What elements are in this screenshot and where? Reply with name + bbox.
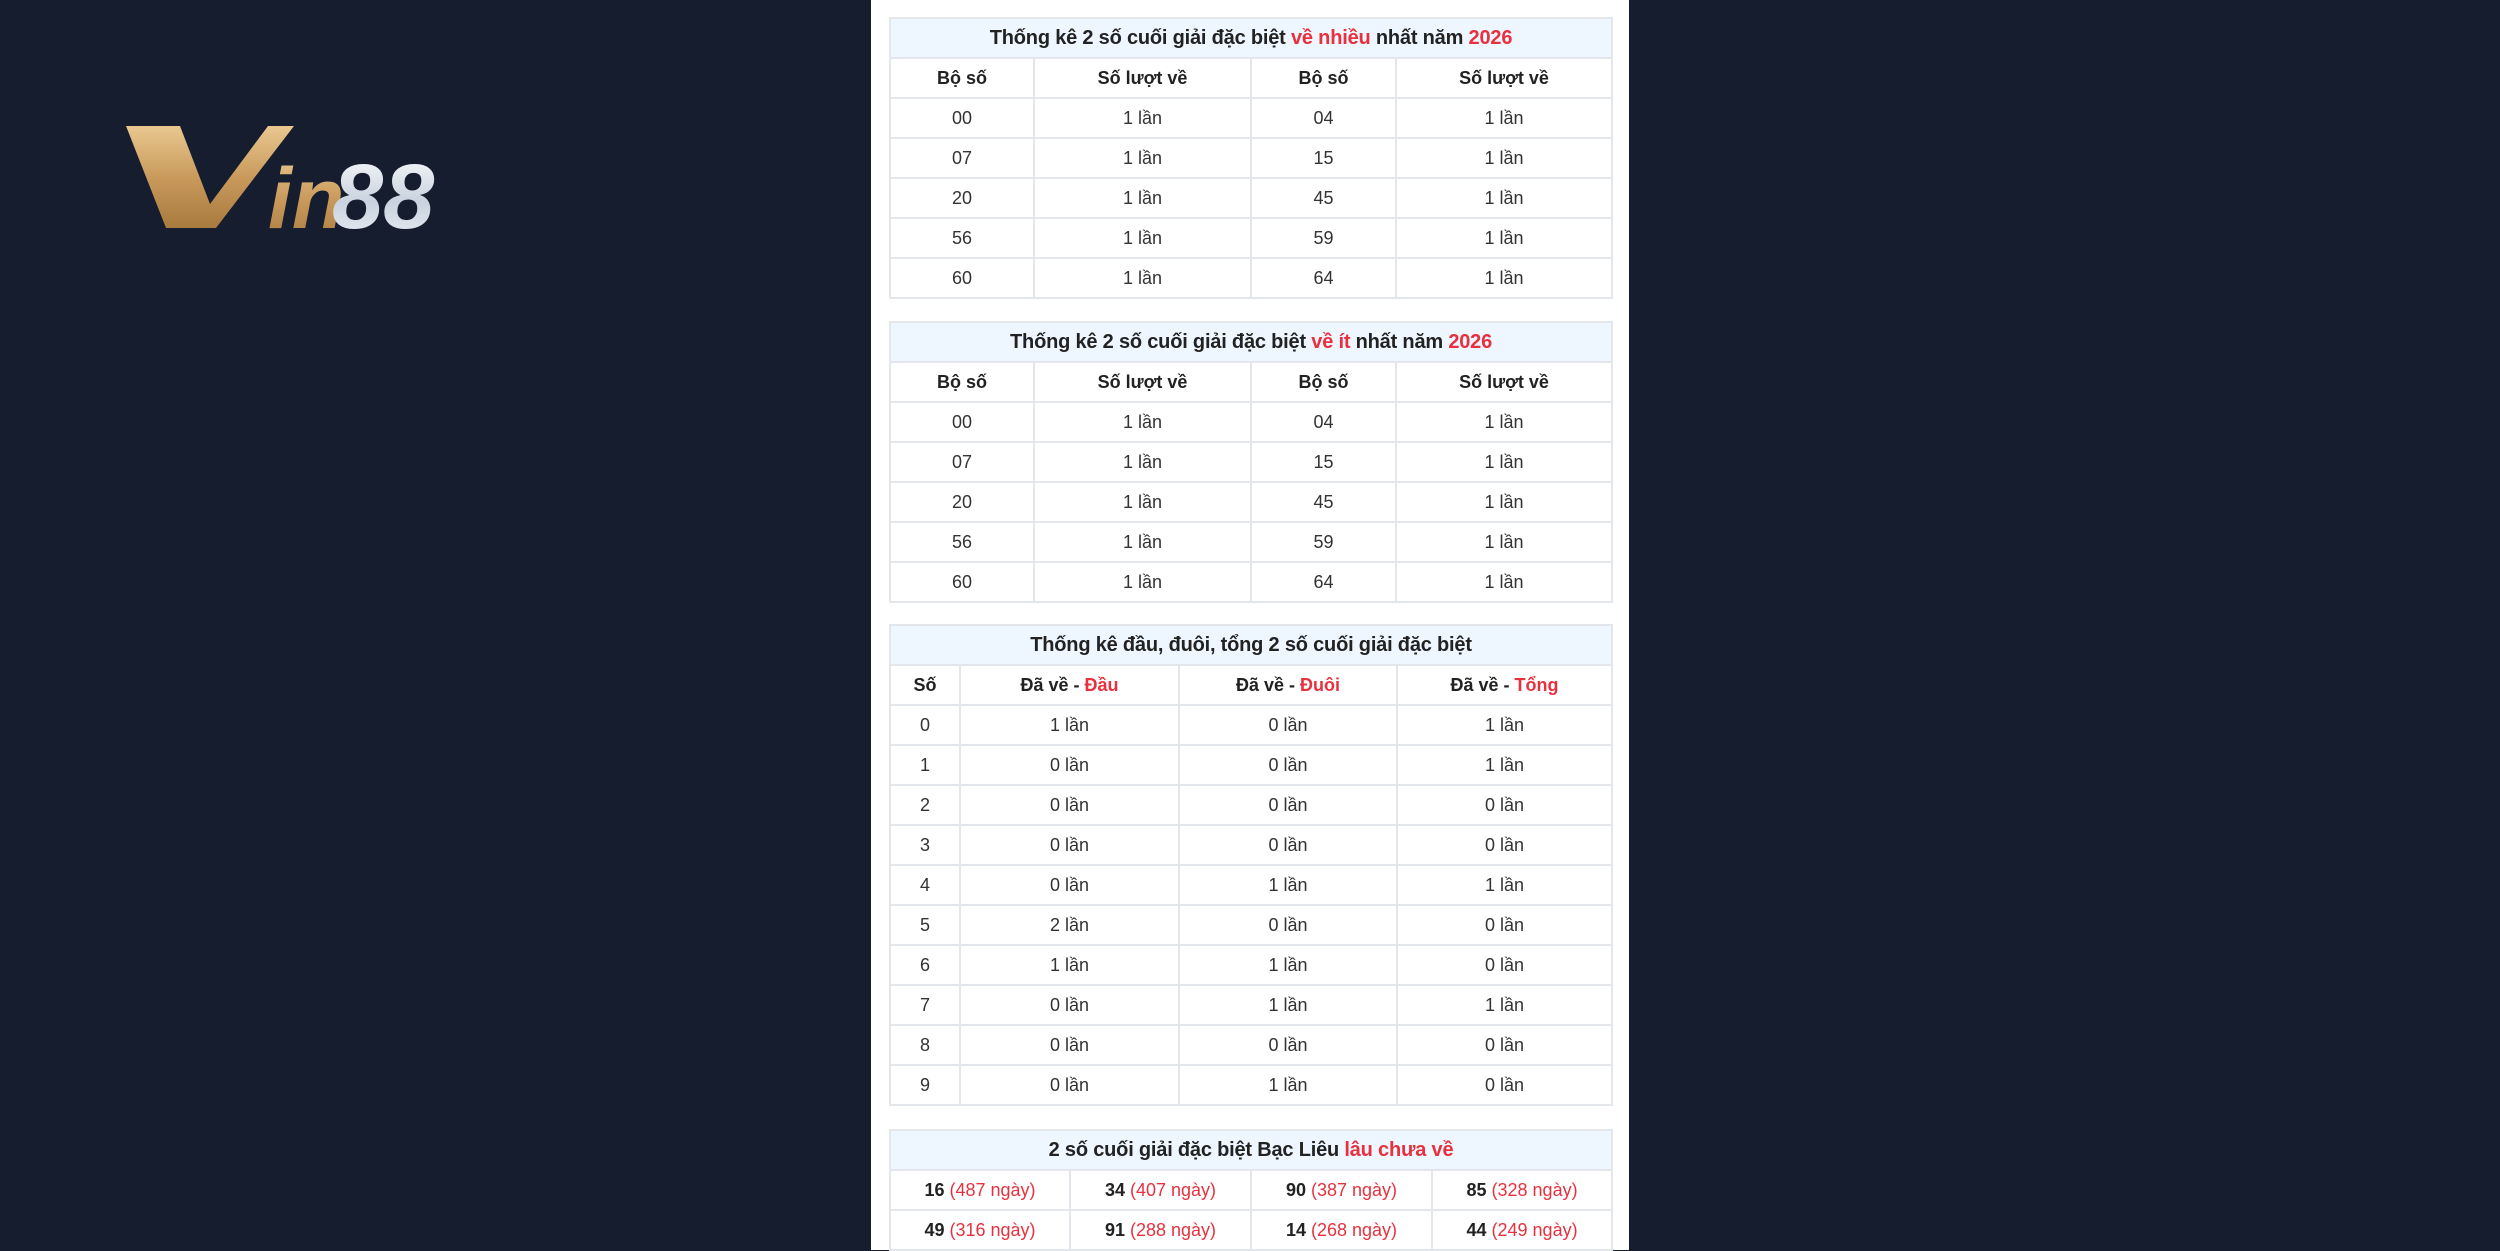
- table-row: [890, 402, 1612, 442]
- digit-cell: 0: [890, 705, 960, 745]
- head-count-cell: 1 lần: [960, 705, 1179, 745]
- number-cell: 15: [1251, 138, 1396, 178]
- number-cell: 07: [890, 138, 1034, 178]
- table-row: [890, 865, 1612, 905]
- absent-number-cell: 16 (487 ngày): [890, 1170, 1070, 1210]
- digit-cell: 9: [890, 1065, 960, 1105]
- sum-count-cell: 1 lần: [1397, 985, 1612, 1025]
- digit-cell: 1: [890, 745, 960, 785]
- column-header: Bộ số: [1251, 58, 1396, 98]
- table-row: [890, 218, 1612, 258]
- number-cell: 20: [890, 178, 1034, 218]
- most-frequent-table: [889, 17, 1613, 299]
- count-cell: 1 lần: [1396, 482, 1612, 522]
- number-cell: 45: [1251, 482, 1396, 522]
- number-cell: 04: [1251, 402, 1396, 442]
- table-row: [890, 745, 1612, 785]
- head-count-cell: 1 lần: [960, 945, 1179, 985]
- number-cell: 20: [890, 482, 1034, 522]
- head-count-cell: 0 lần: [960, 1065, 1179, 1105]
- table-row: [890, 138, 1612, 178]
- column-header: Bộ số: [1251, 362, 1396, 402]
- logo-text-88: 88: [332, 146, 435, 237]
- number-cell: 64: [1251, 258, 1396, 298]
- count-cell: 1 lần: [1396, 98, 1612, 138]
- absent-number-cell: 14 (268 ngày): [1251, 1210, 1432, 1250]
- sum-count-cell: 0 lần: [1397, 905, 1612, 945]
- sum-count-cell: 1 lần: [1397, 745, 1612, 785]
- count-cell: 1 lần: [1034, 482, 1251, 522]
- number-cell: 56: [890, 522, 1034, 562]
- count-cell: 1 lần: [1034, 402, 1251, 442]
- head-count-cell: 0 lần: [960, 785, 1179, 825]
- count-cell: 1 lần: [1396, 178, 1612, 218]
- tail-count-cell: 0 lần: [1179, 825, 1397, 865]
- digit-cell: 5: [890, 905, 960, 945]
- table-row: [890, 825, 1612, 865]
- column-header: Bộ số: [890, 362, 1034, 402]
- count-cell: 1 lần: [1396, 258, 1612, 298]
- table-title: Thống kê 2 số cuối giải đặc biệt về nhiều nhất năm 2026: [890, 18, 1612, 58]
- number-cell: 60: [890, 562, 1034, 602]
- table-row: [890, 705, 1612, 745]
- count-cell: 1 lần: [1396, 218, 1612, 258]
- digit-cell: 6: [890, 945, 960, 985]
- digit-cell: 2: [890, 785, 960, 825]
- table-row: [890, 1210, 1612, 1250]
- count-cell: 1 lần: [1034, 562, 1251, 602]
- number-cell: 00: [890, 98, 1034, 138]
- count-cell: 1 lần: [1034, 98, 1251, 138]
- number-cell: 60: [890, 258, 1034, 298]
- count-cell: 1 lần: [1396, 522, 1612, 562]
- number-cell: 15: [1251, 442, 1396, 482]
- count-cell: 1 lần: [1034, 258, 1251, 298]
- table-row: [890, 1025, 1612, 1065]
- count-cell: 1 lần: [1396, 442, 1612, 482]
- column-header: Bộ số: [890, 58, 1034, 98]
- column-header: Số lượt về: [1034, 58, 1251, 98]
- tail-count-cell: 1 lần: [1179, 865, 1397, 905]
- column-header-head: Đã về - Đầu: [960, 665, 1179, 705]
- head-count-cell: 0 lần: [960, 985, 1179, 1025]
- table-row: [890, 562, 1612, 602]
- column-header-tail: Đã về - Đuôi: [1179, 665, 1397, 705]
- long-absent-table: [889, 1129, 1613, 1251]
- table-header-row: [890, 58, 1612, 98]
- tail-count-cell: 1 lần: [1179, 1065, 1397, 1105]
- table-header-row: [890, 665, 1612, 705]
- table-title: Thống kê 2 số cuối giải đặc biệt về ít nhất năm 2026: [890, 322, 1612, 362]
- table-row: [890, 258, 1612, 298]
- sum-count-cell: 0 lần: [1397, 945, 1612, 985]
- absent-number-cell: 85 (328 ngày): [1432, 1170, 1612, 1210]
- content-panel: [871, 0, 1629, 1250]
- count-cell: 1 lần: [1034, 522, 1251, 562]
- table-row: [890, 442, 1612, 482]
- sum-count-cell: 0 lần: [1397, 825, 1612, 865]
- number-cell: 64: [1251, 562, 1396, 602]
- table-row: [890, 905, 1612, 945]
- sum-count-cell: 1 lần: [1397, 865, 1612, 905]
- least-frequent-table: [889, 321, 1613, 603]
- sum-count-cell: 1 lần: [1397, 705, 1612, 745]
- sum-count-cell: 0 lần: [1397, 1065, 1612, 1105]
- table-row: [890, 985, 1612, 1025]
- absent-number-cell: 44 (249 ngày): [1432, 1210, 1612, 1250]
- table-header-row: [890, 362, 1612, 402]
- count-cell: 1 lần: [1396, 402, 1612, 442]
- column-header: Số lượt về: [1034, 362, 1251, 402]
- number-cell: 59: [1251, 522, 1396, 562]
- absent-number-cell: 90 (387 ngày): [1251, 1170, 1432, 1210]
- tail-count-cell: 0 lần: [1179, 905, 1397, 945]
- tail-count-cell: 0 lần: [1179, 745, 1397, 785]
- table-row: [890, 945, 1612, 985]
- table-row: [890, 785, 1612, 825]
- digit-cell: 7: [890, 985, 960, 1025]
- tail-count-cell: 0 lần: [1179, 705, 1397, 745]
- number-cell: 07: [890, 442, 1034, 482]
- count-cell: 1 lần: [1034, 218, 1251, 258]
- column-header-sum: Đã về - Tổng: [1397, 665, 1612, 705]
- digit-cell: 3: [890, 825, 960, 865]
- column-header-digit: Số: [890, 665, 960, 705]
- head-count-cell: 0 lần: [960, 825, 1179, 865]
- table-title: Thống kê đầu, đuôi, tổng 2 số cuối giải đặc biệt: [890, 625, 1612, 665]
- digit-cell: 4: [890, 865, 960, 905]
- number-cell: 59: [1251, 218, 1396, 258]
- tail-count-cell: 1 lần: [1179, 945, 1397, 985]
- column-header: Số lượt về: [1396, 58, 1612, 98]
- tail-count-cell: 0 lần: [1179, 1025, 1397, 1065]
- table-row: [890, 482, 1612, 522]
- sum-count-cell: 0 lần: [1397, 785, 1612, 825]
- vin88-logo[interactable]: [118, 112, 488, 237]
- count-cell: 1 lần: [1396, 562, 1612, 602]
- table-title: 2 số cuối giải đặc biệt Bạc Liêu lâu chưa về: [890, 1130, 1612, 1170]
- head-count-cell: 0 lần: [960, 1025, 1179, 1065]
- logo-text-in: in: [268, 151, 345, 237]
- table-row: [890, 98, 1612, 138]
- head-count-cell: 0 lần: [960, 745, 1179, 785]
- absent-number-cell: 49 (316 ngày): [890, 1210, 1070, 1250]
- number-cell: 45: [1251, 178, 1396, 218]
- table-row: [890, 178, 1612, 218]
- sum-count-cell: 0 lần: [1397, 1025, 1612, 1065]
- head-count-cell: 2 lần: [960, 905, 1179, 945]
- table-row: [890, 1170, 1612, 1210]
- absent-number-cell: 91 (288 ngày): [1070, 1210, 1251, 1250]
- head-count-cell: 0 lần: [960, 865, 1179, 905]
- number-cell: 00: [890, 402, 1034, 442]
- number-cell: 56: [890, 218, 1034, 258]
- tail-count-cell: 0 lần: [1179, 785, 1397, 825]
- count-cell: 1 lần: [1396, 138, 1612, 178]
- head-tail-sum-table: [889, 624, 1613, 1106]
- tail-count-cell: 1 lần: [1179, 985, 1397, 1025]
- table-row: [890, 1065, 1612, 1105]
- table-row: [890, 522, 1612, 562]
- count-cell: 1 lần: [1034, 442, 1251, 482]
- absent-number-cell: 34 (407 ngày): [1070, 1170, 1251, 1210]
- count-cell: 1 lần: [1034, 138, 1251, 178]
- count-cell: 1 lần: [1034, 178, 1251, 218]
- column-header: Số lượt về: [1396, 362, 1612, 402]
- digit-cell: 8: [890, 1025, 960, 1065]
- number-cell: 04: [1251, 98, 1396, 138]
- vin88-logo-graphic: [118, 112, 488, 237]
